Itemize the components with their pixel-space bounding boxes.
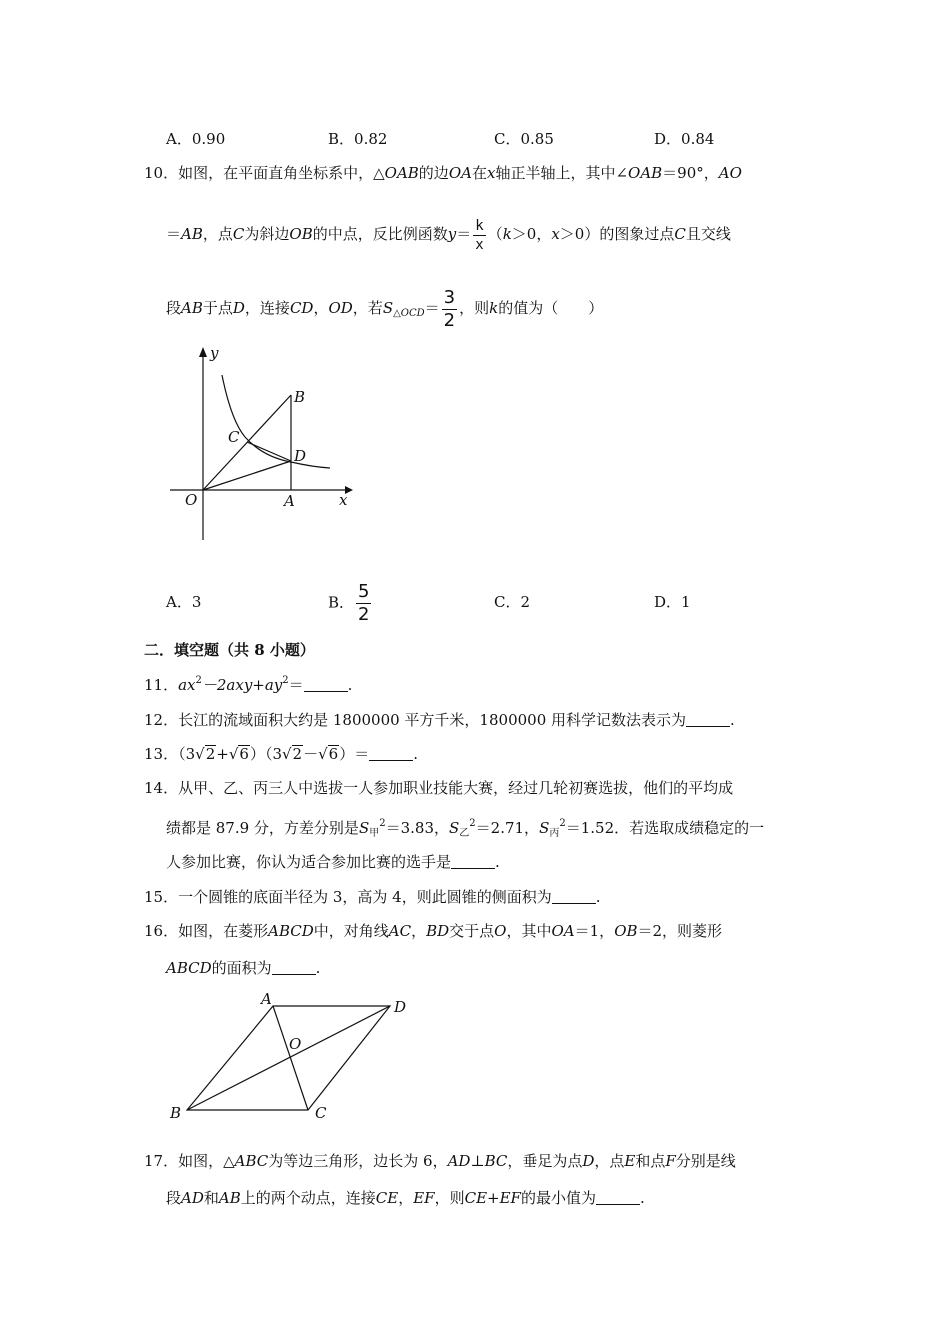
label-A: A	[261, 990, 272, 1008]
label-O: O	[185, 491, 198, 509]
label-B: B	[170, 1104, 182, 1122]
label-C: C	[315, 1104, 327, 1122]
label-C: C	[228, 428, 240, 446]
q10-line-1: 10．如图，在平面直角坐标系中，△OAB的边OA在x轴正半轴上，其中∠OAB＝90°，AO	[144, 164, 742, 182]
q10-line-2: ＝AB，点C为斜边OB的中点，反比例函数y＝ $\frac{k}{x}$ （k＞0，x＞0）的图象过点C且交线	[166, 217, 731, 253]
sqrt-icon: √	[195, 745, 205, 763]
q14-line-3: 人参加比赛，你认为适合参加比赛的选手是 .	[166, 853, 500, 871]
q16-line-1: 16．如图，在菱形ABCD中，对角线AC，BD交于点O，其中OA＝1，OB＝2，则菱形	[144, 922, 723, 940]
label-O: O	[289, 1035, 302, 1053]
answer-blank[interactable]	[552, 889, 596, 904]
sqrt-icon: √	[228, 745, 239, 763]
fraction-3-over-2: $\frac{3}{2}$	[443, 286, 456, 331]
label-D: D	[394, 998, 407, 1016]
fraction-k-over-x: $\frac{k}{x}$	[475, 217, 484, 253]
diagonal-AC	[273, 1006, 308, 1110]
q9-option-b: B．0.82	[328, 130, 388, 148]
q10-option-c: C．2	[494, 593, 531, 611]
q14-line-1: 14．从甲、乙、丙三人中选拔一人参加职业技能大赛，经过几轮初赛选拔，他们的平均成	[144, 779, 734, 797]
label-A: A	[284, 492, 295, 510]
answer-blank[interactable]	[272, 960, 316, 975]
q17-line-2: 段AD和AB上的两个动点，连接CE，EF，则CE+EF的最小值为 .	[166, 1189, 645, 1207]
q9-option-d: D．0.84	[654, 130, 715, 148]
q10-line-3: 段AB于点D，连接CD，OD，若$S_{\triangle OCD}=$ $\frac{3}{2}$ ，则k的值为（ ）	[166, 286, 604, 331]
fraction-5-over-2: $\frac{5}{2}$	[358, 581, 370, 625]
label-y: y	[210, 344, 219, 362]
q10-options	[166, 583, 866, 625]
answer-blank[interactable]	[596, 1190, 640, 1205]
question-number: 10．	[144, 164, 179, 182]
q10-option-d: D．1	[654, 593, 691, 611]
label-x: x	[339, 491, 348, 509]
q16-rhombus-figure	[160, 988, 420, 1123]
q16-line-2: ABCD的面积为 .	[166, 959, 321, 977]
q13: 13．（3√2+√6）（3√2－√6）＝ .	[144, 745, 419, 763]
q9-option-a: A．0.90	[166, 130, 226, 148]
section-2-title: 二．填空题（共 8 小题）	[144, 641, 315, 659]
q9-option-c: C．0.85	[494, 130, 554, 148]
diagonal-BD	[187, 1006, 390, 1110]
y-axis-arrow-icon	[199, 347, 207, 357]
answer-blank[interactable]	[304, 677, 348, 692]
q10-option-b: B． $\frac{5}{2}$	[328, 581, 370, 625]
q11: 11．$ax^2-2axy+ay^2=$ .	[144, 675, 353, 694]
answer-blank[interactable]	[369, 746, 413, 761]
answer-blank[interactable]	[451, 854, 495, 869]
sqrt-icon: √	[281, 745, 292, 763]
label-D: D	[294, 447, 307, 465]
q12: 12．长江的流域面积大约是 1800000 平方千米，1800000 用科学记数法表示为 .	[144, 711, 735, 729]
q17-line-1: 17．如图，△ABC为等边三角形，边长为 6，AD⊥BC，垂足为点D，点E和点F分别是线	[144, 1152, 736, 1170]
label-B: B	[294, 388, 306, 406]
segment-CD	[247, 442, 291, 461]
q10-option-a: A．3	[166, 593, 202, 611]
q9-options	[166, 128, 866, 148]
q15: 15．一个圆锥的底面半径为 3，高为 4，则此圆锥的侧面积为 .	[144, 888, 601, 906]
sqrt-icon: √	[318, 745, 328, 763]
q10-coordinate-figure	[165, 340, 365, 545]
q14-line-2: 绩都是 87.9 分，方差分别是$S_甲^2=3.83$，$S_乙^2=2.71$，$S_丙^2=1.52$．若选取成绩稳定的一	[166, 818, 765, 839]
answer-blank[interactable]	[686, 712, 730, 727]
